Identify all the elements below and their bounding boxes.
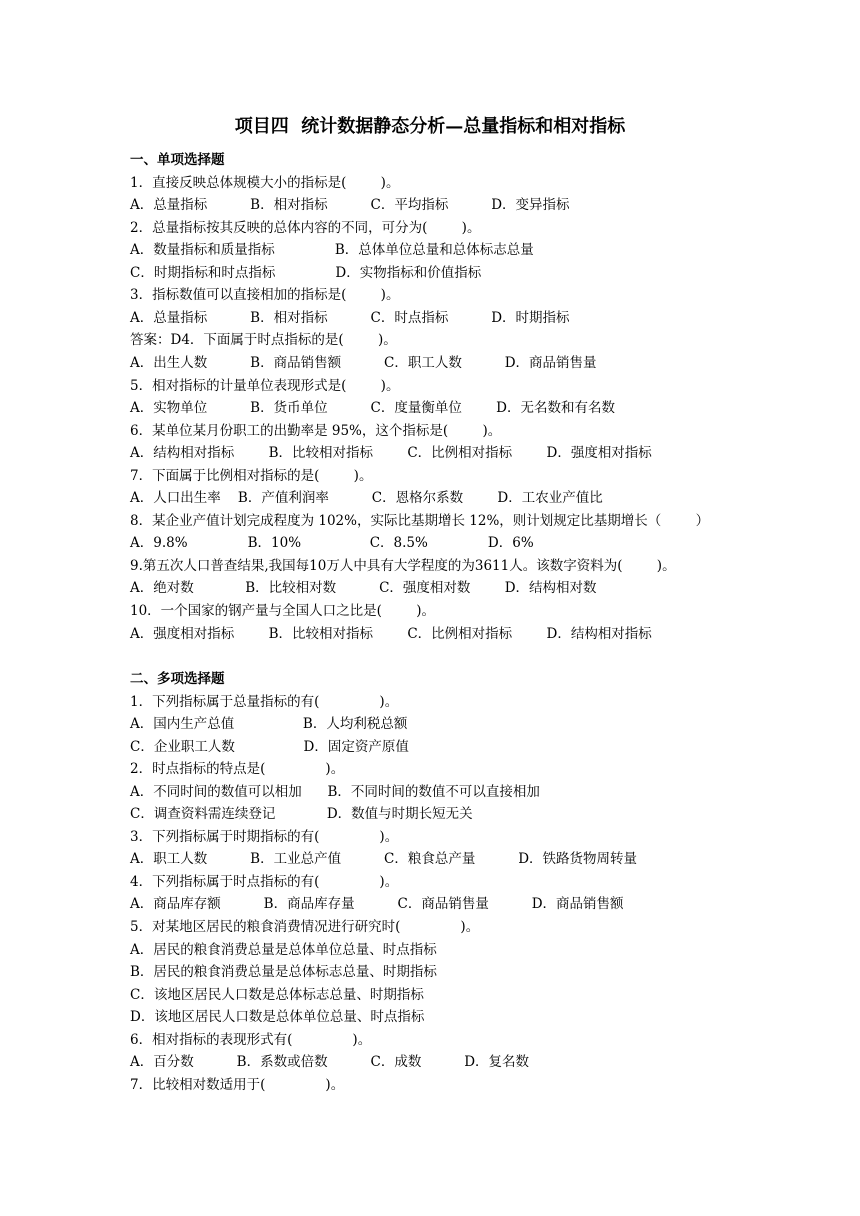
- option-line: C．调查资料需连续登记 D．数值与时期长短无关: [130, 806, 473, 822]
- option-line: A．强度相对指标 B．比较相对指标 C．比例相对指标 D．结构相对指标: [130, 626, 652, 642]
- option-line: C．企业职工人数 D．固定资产原值: [130, 739, 409, 755]
- question-line: 5．相对指标的计量单位表现形式是( )。: [130, 378, 400, 394]
- question-line: 7．比较相对数适用于( )。: [130, 1077, 345, 1093]
- question-line: 2．时点指标的特点是( )。: [130, 761, 345, 777]
- question-line: 3．指标数值可以直接相加的指标是( )。: [130, 287, 400, 303]
- option-line: A．人口出生率 B．产值利润率 C．恩格尔系数 D．工农业产值比: [130, 490, 603, 506]
- question-line: 1．直接反映总体规模大小的指标是( )。: [130, 175, 400, 191]
- option-line: A．总量指标 B．相对指标 C．平均指标 D．变异指标: [130, 197, 570, 213]
- option-line: D．该地区居民人口数是总体单位总量、时点指标: [130, 1009, 425, 1025]
- question-line: 6．相对指标的表现形式有( )。: [130, 1032, 372, 1048]
- question-line: 1．下列指标属于总量指标的有( )。: [130, 694, 399, 710]
- question-line: 4．下列指标属于时点指标的有( )。: [130, 874, 399, 890]
- question-line: 答案：D4．下面属于时点指标的是( )。: [130, 332, 397, 348]
- question-line: 10．一个国家的钢产量与全国人口之比是( )。: [130, 603, 436, 619]
- question-line: 6．某单位某月份职工的出勤率是 95%，这个指标是( )。: [130, 423, 502, 439]
- question-line: 9.第五次人口普查结果,我国每10万人中具有大学程度的为3611人。该数字资料为( )。: [130, 558, 676, 574]
- question-line: 5．对某地区居民的粮食消费情况进行研究时( )。: [130, 919, 480, 935]
- question-line: 8．某企业产值计划完成程度为 102%，实际比基期增长 12%，则计划规定比基期增长（ ）: [130, 513, 710, 529]
- option-line: A．数量指标和质量指标 B．总体单位总量和总体标志总量: [130, 242, 534, 258]
- section-heading: 二、多项选择题: [130, 671, 225, 687]
- option-line: B．居民的粮食消费总量是总体标志总量、时期指标: [130, 964, 437, 980]
- question-line: 3．下列指标属于时期指标的有( )。: [130, 829, 399, 845]
- section-heading: 一、单项选择题: [130, 152, 225, 168]
- question-line: 2．总量指标按其反映的总体内容的不同，可分为( )。: [130, 220, 481, 236]
- question-line: 7．下面属于比例相对指标的是( )。: [130, 468, 373, 484]
- option-line: A．出生人数 B．商品销售额 C．职工人数 D．商品销售量: [130, 355, 597, 371]
- page-title: 项目四 统计数据静态分析—总量指标和相对指标: [234, 116, 626, 137]
- option-line: A．职工人数 B．工业总产值 C．粮食总产量 D．铁路货物周转量: [130, 851, 638, 867]
- option-line: C．该地区居民人口数是总体标志总量、时期指标: [130, 987, 424, 1003]
- option-line: A．总量指标 B．相对指标 C．时点指标 D．时期指标: [130, 310, 570, 326]
- option-line: A．实物单位 B．货币单位 C．度量衡单位 D．无名数和有名数: [130, 400, 615, 416]
- option-line: A．商品库存额 B．商品库存量 C．商品销售量 D．商品销售额: [130, 896, 624, 912]
- option-line: A．百分数 B．系数或倍数 C．成数 D．复名数: [130, 1054, 530, 1070]
- option-line: A．结构相对指标 B．比较相对指标 C．比例相对指标 D．强度相对指标: [130, 445, 652, 461]
- option-line: A．9.8% B．10% C．8.5% D．6%: [130, 535, 534, 551]
- option-line: A．国内生产总值 B．人均利税总额: [130, 716, 408, 732]
- option-line: A．居民的粮食消费总量是总体单位总量、时点指标: [130, 942, 437, 958]
- option-line: A．不同时间的数值可以相加 B．不同时间的数值不可以直接相加: [130, 784, 540, 800]
- option-line: A．绝对数 B．比较相对数 C．强度相对数 D．结构相对数: [130, 580, 597, 596]
- option-line: C．时期指标和时点指标 D．实物指标和价值指标: [130, 265, 482, 281]
